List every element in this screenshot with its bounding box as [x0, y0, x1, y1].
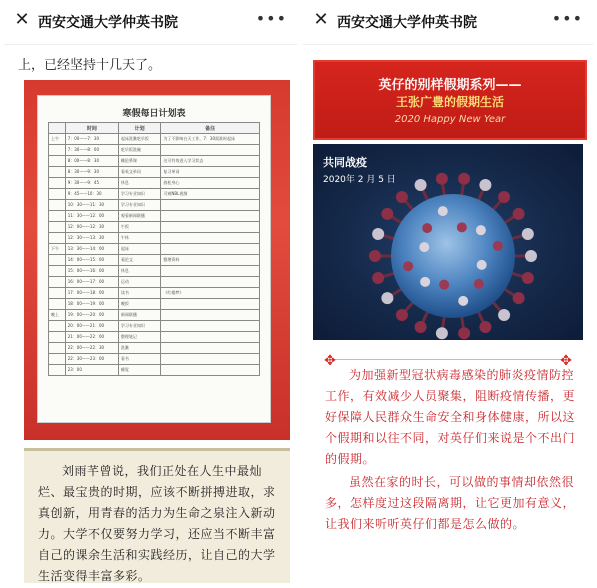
- schedule-cell: 22：00——22：30: [65, 343, 118, 354]
- article-header: [303, 0, 593, 45]
- schedule-cell: [161, 299, 260, 310]
- virus-spike-head: [372, 272, 384, 284]
- schedule-cell: 13：30——14：00: [65, 244, 118, 255]
- virus-protein: [474, 279, 484, 289]
- schedule-row: [49, 167, 260, 178]
- article-header: [4, 0, 297, 45]
- schedule-row: [49, 156, 260, 167]
- schedule-cell: [49, 222, 66, 233]
- banner-subtitle: 王张广豊的假期生活: [395, 95, 504, 109]
- schedule-cell: 上午: [49, 134, 66, 145]
- virus-spike-head: [498, 309, 510, 321]
- article-body: [325, 365, 577, 537]
- virus-spike-head: [498, 191, 510, 203]
- schedule-cell: [161, 310, 260, 321]
- virus-spike-head: [513, 208, 525, 220]
- schedule-cell: 15：00——16：00: [65, 266, 118, 277]
- schedule-cell: 观看新闻联播: [118, 211, 160, 222]
- article-paragraph: 为加强新型冠状病毒感染的肺炎疫情防控工作，有效减少人员聚集，阻断疫情传播，更好保障人民群众生命安全和身体健康，所以这个假期和以往不同，对英仔们来说是个不出门的假期。: [325, 368, 576, 466]
- virus-protein: [439, 280, 449, 290]
- schedule-row: [49, 332, 260, 343]
- chinese-knot-icon: ✥: [560, 353, 572, 369]
- schedule-row: [49, 277, 260, 288]
- chinese-knot-icon: ✥: [324, 353, 336, 369]
- schedule-cell: 20：00——21：00: [65, 321, 118, 332]
- schedule-cell: [161, 266, 260, 277]
- schedule-cell: [49, 321, 66, 332]
- virus-spike-head: [396, 309, 408, 321]
- schedule-cell: [49, 255, 66, 266]
- schedule-cell: [49, 167, 66, 178]
- schedule-cell: 新闻联播: [118, 310, 160, 321]
- schedule-row: [49, 343, 260, 354]
- schedule-cell: 看英文单词: [118, 167, 160, 178]
- schedule-cell: [49, 145, 66, 156]
- schedule-cell: [49, 156, 66, 167]
- close-icon[interactable]: ✕: [313, 9, 329, 30]
- schedule-image: [24, 80, 290, 440]
- schedule-cell: [49, 288, 66, 299]
- schedule-cell: 16：00——17：00: [65, 277, 118, 288]
- image-caption-date: 2020年 2 月 5 日: [323, 175, 396, 185]
- schedule-cell: 21：00——22：00: [65, 332, 118, 343]
- schedule-cell: 这可有效进入学习状态: [161, 156, 260, 167]
- virus-spike-head: [458, 327, 470, 339]
- close-icon[interactable]: ✕: [14, 9, 30, 30]
- virus-spike-head: [479, 179, 491, 191]
- schedule-cell: 18：00——19：00: [65, 299, 118, 310]
- virus-spike-head: [525, 250, 537, 262]
- series-banner: [313, 60, 587, 140]
- schedule-cell: [161, 233, 260, 244]
- virus-spike-head: [381, 208, 393, 220]
- schedule-cell: [161, 145, 260, 156]
- virus-spike-head: [513, 292, 525, 304]
- schedule-row: [49, 189, 260, 200]
- schedule-cell: 7：00——7：30: [65, 134, 118, 145]
- schedule-cell: 9：45——10：30: [65, 189, 118, 200]
- schedule-row: [49, 299, 260, 310]
- schedule-cell: 看书: [118, 354, 160, 365]
- schedule-cell: 10：30——11：30: [65, 200, 118, 211]
- schedule-cell: [49, 211, 66, 222]
- right-article-pane: [303, 0, 593, 588]
- lead-text: 上，已经坚持十几天了。: [18, 58, 162, 73]
- schedule-cell: 学习专业知识: [118, 200, 160, 211]
- virus-protein: [422, 223, 432, 233]
- schedule-cell: 整理笔记: [118, 332, 160, 343]
- virus-spike-head: [396, 191, 408, 203]
- virus-protein: [420, 277, 430, 287]
- schedule-cell: 整理资料: [161, 255, 260, 266]
- virus-spike-head: [479, 321, 491, 333]
- schedule-cell: 11：30——12：00: [65, 211, 118, 222]
- schedule-row: [49, 255, 260, 266]
- virus-spike-head: [436, 173, 448, 185]
- schedule-cell: [161, 365, 260, 376]
- schedule-cell: [161, 211, 260, 222]
- virus-spike-head: [522, 228, 534, 240]
- schedule-cell: [49, 343, 66, 354]
- virus-spike-head: [415, 321, 427, 333]
- schedule-cell: 学习专业知识: [118, 321, 160, 332]
- schedule-cell: [49, 189, 66, 200]
- schedule-header-cell: 计划: [118, 123, 160, 134]
- schedule-row: [49, 134, 260, 145]
- schedule-paper: [38, 96, 270, 422]
- image-caption-title: 共同战疫: [323, 156, 367, 169]
- schedule-cell: [49, 332, 66, 343]
- schedule-cell: 看论文: [118, 255, 160, 266]
- schedule-row: [49, 222, 260, 233]
- more-icon[interactable]: •••: [255, 9, 287, 28]
- schedule-cell: 23：00: [65, 365, 118, 376]
- schedule-cell: [49, 178, 66, 189]
- schedule-cell: 学习专业知识: [118, 189, 160, 200]
- schedule-row: [49, 200, 260, 211]
- schedule-header-cell: [49, 123, 66, 134]
- schedule-cell: 为了不影响白天工作，7：30需准时起床: [161, 134, 260, 145]
- schedule-cell: 19：00——20：00: [65, 310, 118, 321]
- schedule-cell: 复习单词: [161, 167, 260, 178]
- schedule-cell: [49, 354, 66, 365]
- virus-protein: [458, 296, 468, 306]
- schedule-cell: 8：00——8：30: [65, 156, 118, 167]
- schedule-cell: 9：30——9：45: [65, 178, 118, 189]
- schedule-cell: [49, 365, 66, 376]
- schedule-cell: [49, 233, 66, 244]
- schedule-table: [48, 122, 260, 376]
- banner-new-year: 2020 Happy New Year: [394, 114, 506, 125]
- schedule-cell: 《红楼梦》: [161, 288, 260, 299]
- schedule-cell: [49, 266, 66, 277]
- schedule-cell: 读书: [118, 288, 160, 299]
- schedule-cell: 12：30——13：30: [65, 233, 118, 244]
- quote-block: [24, 448, 290, 583]
- schedule-cell: [49, 277, 66, 288]
- schedule-cell: 运动: [118, 277, 160, 288]
- schedule-cell: [161, 200, 260, 211]
- schedule-row: [49, 288, 260, 299]
- virus-illustration: [313, 144, 583, 340]
- page-title: 西安交通大学仲英书院: [337, 15, 477, 31]
- quote-paragraph: 刘雨芊曾说，我们正处在人生中最灿烂、最宝贵的时期，应该不断拼搏进取，求真创新，用青春的活力为生命之泉注入新动力。大学不仅要努力学习，还应当不断丰富自己的课余生活和实践经历，让自己的大学生活变得丰富多彩。: [38, 464, 276, 583]
- schedule-cell: 休息: [118, 178, 160, 189]
- more-icon[interactable]: •••: [551, 9, 583, 28]
- schedule-cell: 8：30——9：30: [65, 167, 118, 178]
- schedule-cell: [161, 354, 260, 365]
- schedule-cell: 放松身心: [161, 178, 260, 189]
- virus-spike-head: [436, 327, 448, 339]
- schedule-cell: 概论慕课: [118, 156, 160, 167]
- banner-series-title: 英仔的别样假期系列——: [378, 78, 522, 93]
- schedule-title: 寒假每日计划表: [122, 109, 186, 119]
- virus-spike-head: [522, 272, 534, 284]
- schedule-cell: 起床洗漱吃早饭: [118, 134, 160, 145]
- virus-protein: [493, 241, 503, 251]
- schedule-cell: [49, 299, 66, 310]
- schedule-cell: [49, 200, 66, 211]
- virus-protein: [477, 260, 487, 270]
- schedule-cell: 起床: [118, 244, 160, 255]
- schedule-row: [49, 321, 260, 332]
- schedule-cell: [161, 277, 260, 288]
- schedule-cell: [161, 222, 260, 233]
- schedule-cell: 12：00——12：30: [65, 222, 118, 233]
- schedule-header-cell: 备注: [161, 123, 260, 134]
- schedule-cell: [161, 332, 260, 343]
- virus-protein: [419, 242, 429, 252]
- virus-spike-head: [381, 292, 393, 304]
- virus-body: [391, 194, 515, 318]
- schedule-cell: 睡觉: [118, 365, 160, 376]
- virus-spike-head: [372, 228, 384, 240]
- schedule-cell: 晚上: [49, 310, 66, 321]
- virus-protein: [457, 222, 467, 232]
- virus-protein: [403, 261, 413, 271]
- schedule-cell: 晚饭: [118, 299, 160, 310]
- schedule-cell: 下午: [49, 244, 66, 255]
- schedule-row: [49, 178, 260, 189]
- schedule-row: [49, 233, 260, 244]
- virus-spike-head: [415, 179, 427, 191]
- schedule-cell: [161, 343, 260, 354]
- article-paragraph: 虽然在家的时长，可以做的事情却依然很多，怎样度过这段隔离期，让它更加有意义，让我们来听听英仔们都是怎么做的。: [325, 475, 576, 531]
- schedule-cell: 14：00——15：00: [65, 255, 118, 266]
- schedule-row: [49, 354, 260, 365]
- virus-protein: [438, 206, 448, 216]
- schedule-cell: 吃早饭洗碗: [118, 145, 160, 156]
- schedule-cell: 22：30——23：00: [65, 354, 118, 365]
- schedule-cell: [161, 321, 260, 332]
- schedule-row: [49, 145, 260, 156]
- schedule-cell: 午饭: [118, 222, 160, 233]
- schedule-cell: 可观NBL视频: [161, 189, 260, 200]
- left-article-pane: [4, 0, 297, 588]
- schedule-row: [49, 244, 260, 255]
- divider-line: [329, 359, 567, 360]
- schedule-cell: [161, 244, 260, 255]
- schedule-row: [49, 310, 260, 321]
- schedule-cell: 午休: [118, 233, 160, 244]
- schedule-cell: 7：30——8：00: [65, 145, 118, 156]
- schedule-cell: 17：00——18：00: [65, 288, 118, 299]
- schedule-row: [49, 211, 260, 222]
- virus-protein: [476, 225, 486, 235]
- schedule-cell: 洗漱: [118, 343, 160, 354]
- schedule-row: [49, 266, 260, 277]
- virus-spike-head: [458, 173, 470, 185]
- page-title: 西安交通大学仲英书院: [38, 15, 178, 31]
- schedule-header-cell: 时间: [65, 123, 118, 134]
- schedule-cell: 休息: [118, 266, 160, 277]
- schedule-row: [49, 365, 260, 376]
- virus-spike-head: [369, 250, 381, 262]
